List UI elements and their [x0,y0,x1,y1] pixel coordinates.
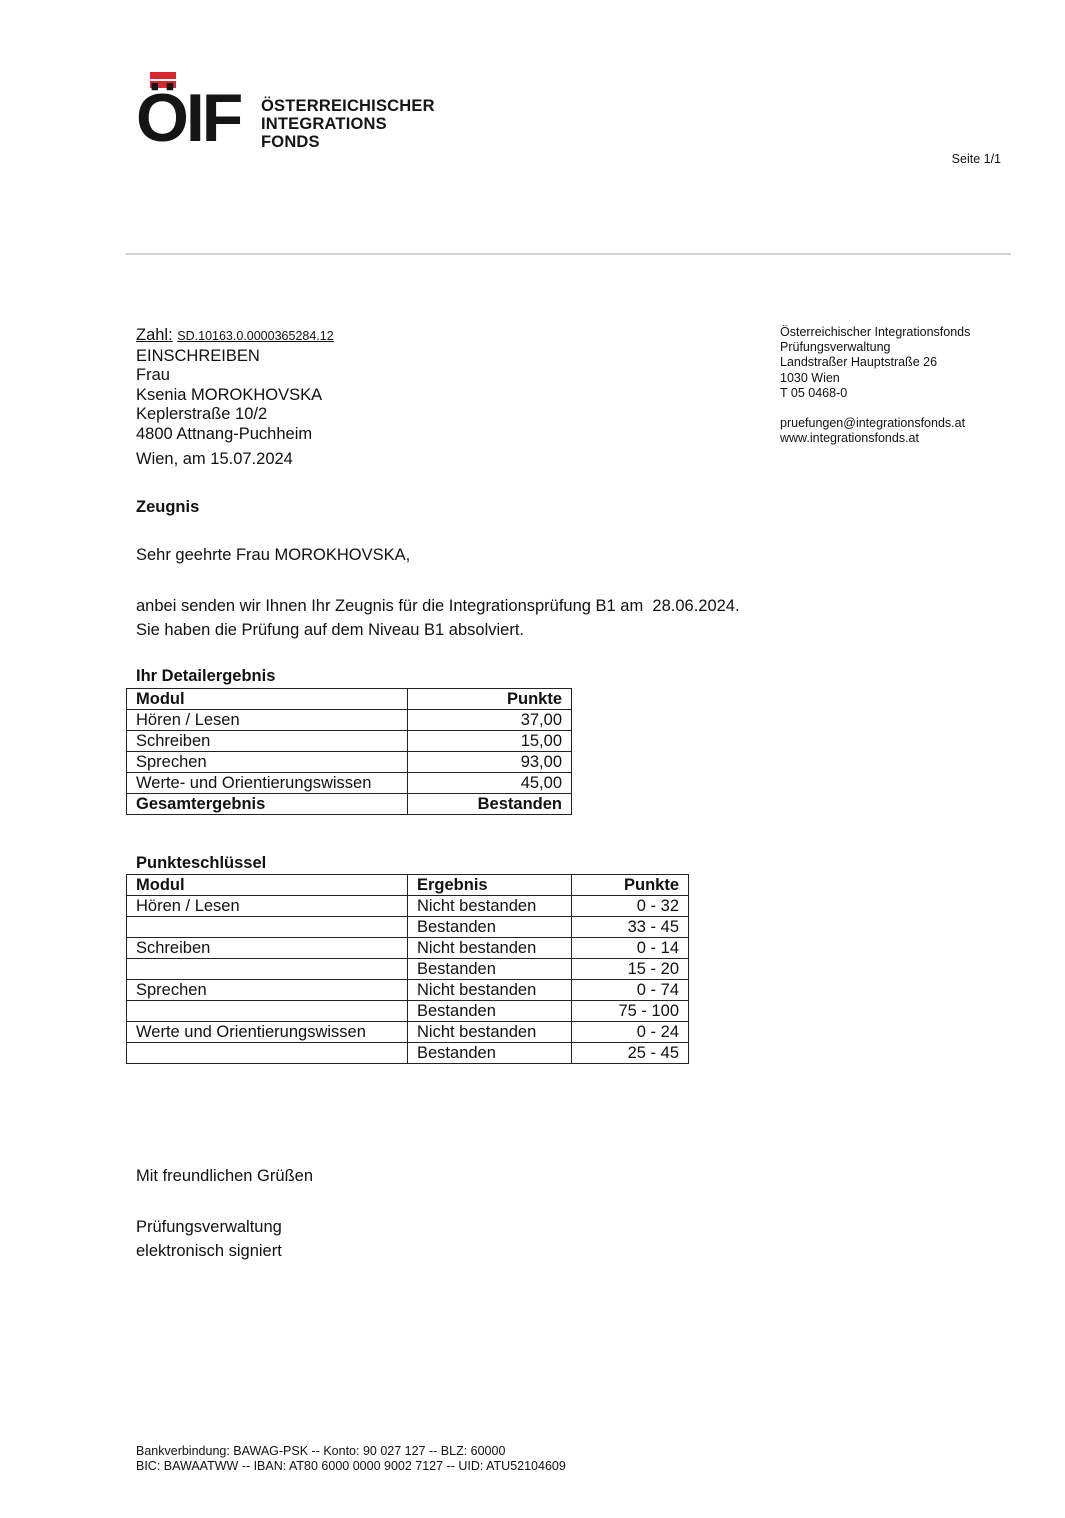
cell-punkte: 0 - 74 [572,980,689,1001]
letter-subject: Zeugnis [136,498,200,516]
cell-modul: Schreiben [127,731,408,752]
table-row [127,1001,689,1022]
logo-line: ÖSTERREICHISCHER [261,97,435,115]
cell-total-value: Bestanden [408,794,572,815]
table-row [127,980,689,1001]
cell-modul: Sprechen [127,752,408,773]
points-key-title: Punkteschlüssel [136,854,267,872]
detail-results-title: Ihr Detailergebnis [136,667,276,685]
table-header-row [127,689,572,710]
logo-line: FONDS [261,133,320,151]
cell-punkte: 93,00 [408,752,572,773]
table-header-row [127,875,689,896]
sender-city: 1030 Wien [780,370,840,385]
signature-dept: Prüfungsverwaltung [136,1218,282,1236]
cell-modul: Schreiben [127,938,408,959]
cell-punkte: 25 - 45 [572,1043,689,1064]
recipient-street: Keplerstraße 10/2 [136,405,268,423]
delivery-type: EINSCHREIBEN [136,346,260,365]
signature-block [136,1215,282,1263]
cell-ergebnis: Nicht bestanden [408,980,572,1001]
cell-modul: Hören / Lesen [127,710,408,731]
cell-ergebnis: Nicht bestanden [408,896,572,917]
closing-phrase: Mit freundlichen Grüßen [136,1167,313,1185]
header-divider [126,253,1011,255]
cell-punkte: 37,00 [408,710,572,731]
cell-modul: Sprechen [127,980,408,1001]
cell-modul: Hören / Lesen [127,896,408,917]
total-row [127,794,572,815]
table-row [127,710,572,731]
cell-punkte: 0 - 32 [572,896,689,917]
column-header-punkte: Punkte [572,875,689,896]
sender-phone: T 05 0468-0 [780,385,848,400]
cell-punkte: 75 - 100 [572,1001,689,1022]
cell-modul [127,959,408,980]
page-indicator: Seite 1/1 [951,152,1001,166]
cell-total-label: Gesamtergebnis [127,794,408,815]
cell-modul [127,917,408,938]
footer-line: BIC: BAWAATWW -- IBAN: AT80 6000 0000 9002 7127 -- UID: ATU52104609 [136,1459,566,1473]
table-row [127,1043,689,1064]
table-row [127,773,572,794]
cell-ergebnis: Bestanden [408,1001,572,1022]
cell-ergebnis: Nicht bestanden [408,938,572,959]
footer-line: Bankverbindung: BAWAG-PSK -- Konto: 90 027 127 -- BLZ: 60000 [136,1444,506,1458]
column-header-modul: Modul [127,689,408,710]
signature-note: elektronisch signiert [136,1242,282,1260]
detail-results-table [126,688,572,815]
oif-logo [136,72,456,154]
cell-punkte: 33 - 45 [572,917,689,938]
table-row [127,896,689,917]
points-key-table [126,874,689,1064]
reference-label: Zahl: [136,326,173,344]
bank-details-footer [136,1444,566,1474]
table-row [127,938,689,959]
cell-ergebnis: Bestanden [408,917,572,938]
recipient-title: Frau [136,366,170,384]
logo-accent-bar [150,72,176,79]
logo-line: INTEGRATIONS [261,115,387,133]
cell-modul: Werte- und Orientierungswissen [127,773,408,794]
cell-punkte: 15,00 [408,731,572,752]
column-header-punkte: Punkte [408,689,572,710]
cell-punkte: 15 - 20 [572,959,689,980]
body-line: Sie haben die Prüfung auf dem Niveau B1 absolviert. [136,621,524,639]
reference-number [136,326,334,347]
recipient-city: 4800 Attnang-Puchheim [136,424,313,443]
logo-wordmark [261,97,435,151]
table-row [127,1022,689,1043]
recipient-address [136,326,334,444]
cell-punkte: 0 - 14 [572,938,689,959]
reference-value: SD.10163.0.0000365284.12 [177,329,334,343]
table-row [127,752,572,773]
cell-ergebnis: Nicht bestanden [408,1022,572,1043]
sender-address [780,325,970,446]
sender-org: Österreichischer Integrationsfonds [780,325,971,339]
letter-body [136,594,740,642]
body-line: anbei senden wir Ihnen Ihr Zeugnis für die Integrationsprüfung B1 am 28.06.2024. [136,597,740,615]
sender-email: pruefungen@integrationsfonds.at [780,416,966,431]
cell-modul: Werte und Orientierungswissen [127,1022,408,1043]
table-row [127,731,572,752]
letter-date: Wien, am 15.07.2024 [136,450,293,468]
cell-punkte: 0 - 24 [572,1022,689,1043]
sender-street: Landstraßer Hauptstraße 26 [780,355,938,370]
letter-salutation: Sehr geehrte Frau MOROKHOVSKA, [136,546,411,564]
table-row [127,917,689,938]
sender-dept: Prüfungsverwaltung [780,340,891,355]
cell-punkte: 45,00 [408,773,572,794]
recipient-name: Ksenia MOROKHOVSKA [136,385,323,404]
cell-modul [127,1001,408,1022]
column-header-modul: Modul [127,875,408,896]
cell-ergebnis: Bestanden [408,959,572,980]
sender-website: www.integrationsfonds.at [780,431,919,446]
cell-ergebnis: Bestanden [408,1043,572,1064]
logo-mark: ÖIF [136,80,241,156]
column-header-ergebnis: Ergebnis [408,875,572,896]
cell-modul [127,1043,408,1064]
table-row [127,959,689,980]
